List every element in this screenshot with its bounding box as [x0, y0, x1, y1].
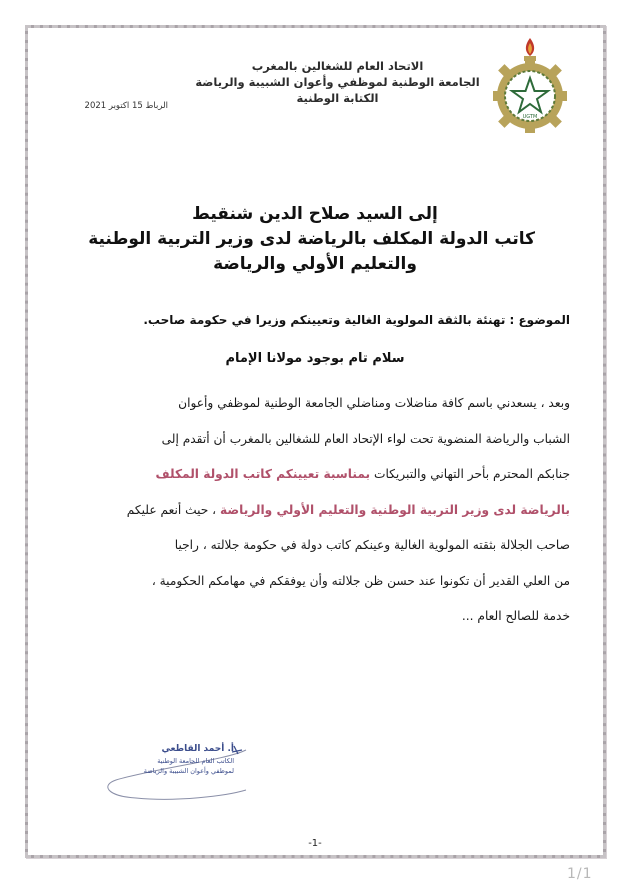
- signature-text: [124, 743, 234, 776]
- letterhead: [180, 58, 495, 106]
- signature-block: [96, 740, 256, 808]
- body-line: وبعد ، يسعدني باسم كافة مناضلات ومناضلي الجامعة الوطنية لموظفي وأعوان: [178, 396, 570, 410]
- body-line: [100, 493, 570, 529]
- signatory-title: الكاتب العام للجامعة الوطنية: [157, 757, 234, 765]
- highlighted-text: بالرياضة لدى وزير التربية الوطنية والتعليم الأولي والرياضة: [220, 502, 570, 517]
- body-line: خدمة للصالح العام ...: [461, 609, 570, 623]
- addressee-title: كاتب الدولة المكلف بالرياضة لدى وزير التربية الوطنية: [88, 229, 535, 249]
- body-text-segment: ، حيث أنعم عليكم: [126, 502, 220, 517]
- body-line: [100, 457, 570, 493]
- page-count-indicator: 1/1: [567, 866, 593, 882]
- addressee-name: إلى السيد صلاح الدين شنقيط: [192, 204, 438, 224]
- body-line: من العلي القدير أن تكونوا عند حسن ظن جلالته وأن يوفقكم في مهامكم الحكومية ،: [151, 573, 570, 588]
- subject-line: الموضوع : تهنئة بالثقة المولوية الغالية وتعيينكم وزيرا في حكومة صاحب.: [143, 313, 570, 327]
- signatory-title-cont: لموظفي وأعوان الشبيبة والرياضة: [143, 767, 234, 775]
- addressee-block: [88, 202, 535, 277]
- signatory-name: أ. أحمد القاطعي: [161, 744, 234, 754]
- svg-text:UGTM: UGTM: [522, 114, 538, 120]
- body-text-segment: جنابكم المحترم بأحر التهاني والتبريكات: [370, 467, 570, 481]
- letter-body: [100, 386, 570, 635]
- federation-name: الجامعة الوطنية لموظفي وأعوان الشبيبة والرياضة: [195, 75, 480, 89]
- place-date: الرباط 15 اكتوبر 2021: [84, 101, 168, 111]
- addressee-title-cont: والتعليم الأولي والرياضة: [213, 254, 417, 274]
- page-number: -1-: [308, 838, 322, 849]
- body-line: صاحب الجلالة بثقته المولوية الغالية وعينكم كاتب دولة في حكومة جلالته ، راجيا: [174, 538, 570, 552]
- highlighted-text: بمناسبة تعيينكم كاتب الدولة المكلف: [155, 467, 371, 481]
- organization-name: الاتحاد العام للشغالين بالمغرب: [251, 59, 424, 73]
- body-line: الشباب والرياضة المنضوية تحت لواء الإتحاد العام للشغالين بالمغرب أن أتقدم إلى: [161, 431, 570, 446]
- secretariat-name: الكتابة الوطنية: [296, 91, 379, 105]
- greeting-line: سلام تام بوجود مولانا الإمام: [225, 351, 405, 366]
